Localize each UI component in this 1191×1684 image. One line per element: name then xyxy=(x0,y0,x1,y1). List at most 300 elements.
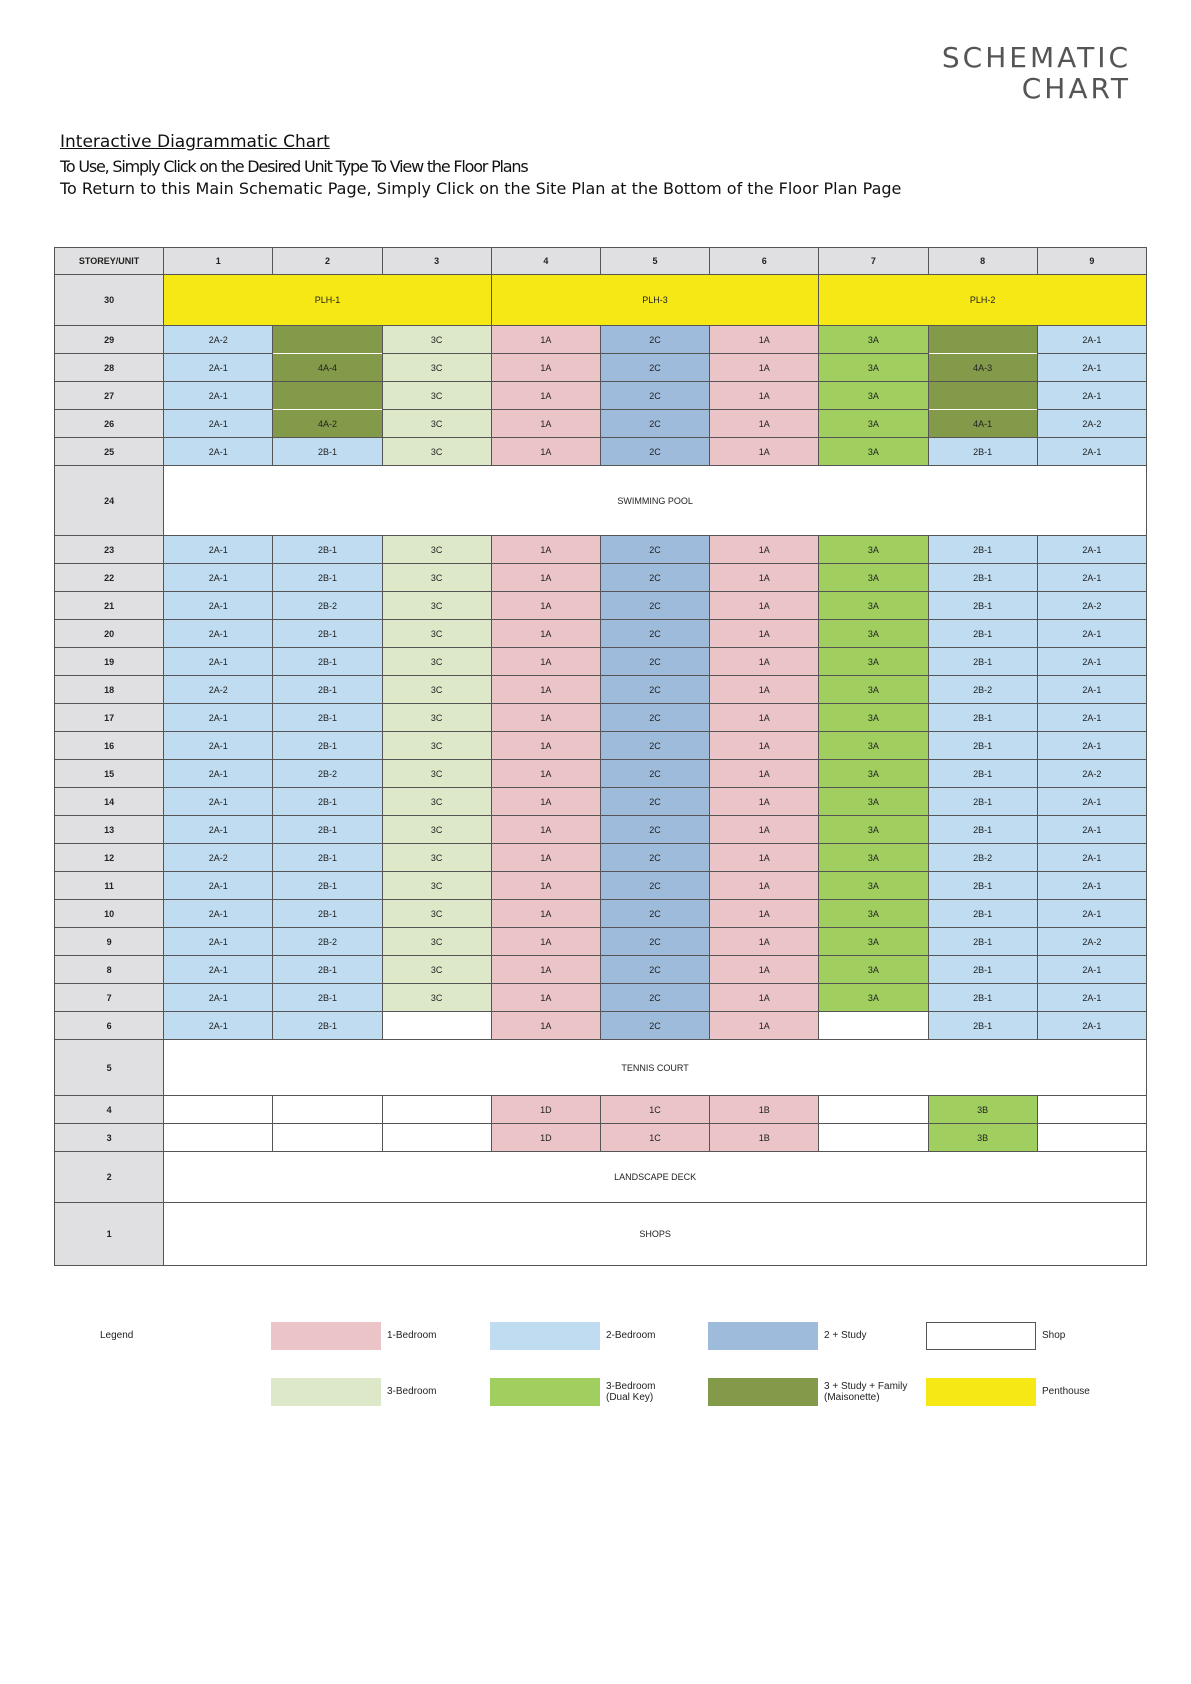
legend-text: Penthouse xyxy=(1042,1386,1090,1397)
unit-cell[interactable]: 3C xyxy=(382,928,491,956)
unit-cell[interactable]: 1A xyxy=(710,704,819,732)
unit-cell[interactable]: 2B-1 xyxy=(273,438,382,466)
unit-cell[interactable]: 2B-1 xyxy=(273,648,382,676)
unit-cell[interactable]: 2B-1 xyxy=(928,592,1037,620)
storey-label: 28 xyxy=(55,354,164,382)
unit-column-header: 8 xyxy=(928,248,1037,275)
unit-cell[interactable]: 1A xyxy=(491,410,600,438)
storey-label: 14 xyxy=(55,788,164,816)
unit-cell[interactable]: 3C xyxy=(382,704,491,732)
legend-text: 1-Bedroom xyxy=(387,1330,437,1341)
unit-cell[interactable]: 2A-1 xyxy=(1037,354,1146,382)
unit-cell[interactable]: 2A-1 xyxy=(164,438,273,466)
storey-label: 22 xyxy=(55,564,164,592)
unit-cell[interactable]: 2B-1 xyxy=(273,564,382,592)
title-line-2: CHART xyxy=(1021,72,1131,105)
empty-cell xyxy=(819,1124,928,1152)
unit-column-header: 5 xyxy=(600,248,709,275)
storey-label: 27 xyxy=(55,382,164,410)
storey-label: 8 xyxy=(55,956,164,984)
storey-label: 26 xyxy=(55,410,164,438)
unit-column-header: 3 xyxy=(382,248,491,275)
unit-cell[interactable]: 3A xyxy=(819,872,928,900)
storey-unit-header: STOREY/UNIT xyxy=(55,248,164,275)
unit-cell[interactable]: 2C xyxy=(600,592,709,620)
unit-cell[interactable]: 1D xyxy=(491,1124,600,1152)
unit-cell[interactable]: 3C xyxy=(382,788,491,816)
unit-cell[interactable]: 3A xyxy=(819,326,928,354)
unit-cell[interactable]: 2A-1 xyxy=(164,788,273,816)
legend-text-main: 3-Bedroom xyxy=(606,1381,656,1392)
unit-cell[interactable]: 3A xyxy=(819,592,928,620)
unit-cell[interactable]: 2A-1 xyxy=(164,536,273,564)
intro-heading: Interactive Diagrammatic Chart xyxy=(60,132,330,152)
unit-cell[interactable]: 1D xyxy=(491,1096,600,1124)
legend-text: 3-Bedroom xyxy=(387,1386,437,1397)
unit-cell[interactable]: 1A xyxy=(710,956,819,984)
unit-cell[interactable]: 1C xyxy=(600,1124,709,1152)
unit-cell-penthouse[interactable]: PLH-2 xyxy=(819,275,1147,326)
unit-cell[interactable]: 3C xyxy=(382,676,491,704)
empty-cell xyxy=(382,1096,491,1124)
unit-cell[interactable]: 2A-1 xyxy=(1037,438,1146,466)
amenity-cell: LANDSCAPE DECK xyxy=(164,1152,1147,1203)
unit-cell[interactable]: 3C xyxy=(382,956,491,984)
unit-cell[interactable]: 2B-1 xyxy=(273,816,382,844)
unit-cell[interactable]: 2C xyxy=(600,382,709,410)
unit-cell[interactable]: 2B-1 xyxy=(928,760,1037,788)
unit-cell[interactable]: 1A xyxy=(710,648,819,676)
unit-cell[interactable]: 3C xyxy=(382,900,491,928)
amenity-cell: TENNIS COURT xyxy=(164,1040,1147,1096)
unit-cell[interactable]: 3C xyxy=(382,438,491,466)
unit-cell[interactable]: 1A xyxy=(710,900,819,928)
unit-cell[interactable]: 3C xyxy=(382,872,491,900)
unit-cell[interactable]: 3C xyxy=(382,732,491,760)
unit-cell[interactable]: 2A-1 xyxy=(1037,326,1146,354)
intro-line-3: To Return to this Main Schematic Page, Simply Click on the Site Plan at the Bottom of the Floor Plan Page xyxy=(60,179,902,198)
unit-cell[interactable]: 2B-1 xyxy=(273,956,382,984)
unit-cell[interactable]: 2B-1 xyxy=(273,872,382,900)
unit-column-header: 2 xyxy=(273,248,382,275)
unit-column-header: 4 xyxy=(491,248,600,275)
legend-swatch xyxy=(926,1378,1036,1406)
unit-cell[interactable]: 1A xyxy=(491,760,600,788)
unit-cell[interactable]: 1A xyxy=(710,676,819,704)
unit-cell[interactable]: 3A xyxy=(819,732,928,760)
unit-cell[interactable]: 2A-1 xyxy=(164,410,273,438)
unit-cell[interactable]: 1A xyxy=(491,564,600,592)
unit-cell[interactable]: 1A xyxy=(710,620,819,648)
unit-cell[interactable]: 2C xyxy=(600,900,709,928)
unit-cell[interactable]: 3A xyxy=(819,410,928,438)
storey-label: 16 xyxy=(55,732,164,760)
schematic-table xyxy=(54,247,1147,1266)
unit-cell[interactable]: 3A xyxy=(819,536,928,564)
empty-cell xyxy=(382,1124,491,1152)
empty-cell xyxy=(164,1124,273,1152)
unit-cell[interactable]: 2B-2 xyxy=(273,760,382,788)
unit-cell[interactable]: 2A-1 xyxy=(1037,648,1146,676)
unit-cell[interactable]: 2A-1 xyxy=(164,382,273,410)
unit-cell[interactable]: 3B xyxy=(928,1096,1037,1124)
unit-cell[interactable]: 2A-1 xyxy=(164,648,273,676)
unit-cell[interactable]: 2A-1 xyxy=(1037,704,1146,732)
unit-cell[interactable]: 3A xyxy=(819,788,928,816)
unit-cell[interactable]: 2A-2 xyxy=(1037,410,1146,438)
unit-cell[interactable]: 3C xyxy=(382,536,491,564)
storey-label: 3 xyxy=(55,1124,164,1152)
unit-cell[interactable]: 2A-1 xyxy=(164,872,273,900)
unit-cell[interactable]: 2C xyxy=(600,536,709,564)
unit-cell-maisonette[interactable] xyxy=(273,326,382,354)
unit-cell[interactable]: 1A xyxy=(491,816,600,844)
legend-swatch xyxy=(271,1378,381,1406)
unit-cell[interactable]: 1A xyxy=(491,844,600,872)
unit-cell-maisonette[interactable]: 4A-4 xyxy=(273,354,382,382)
unit-cell[interactable]: 2B-1 xyxy=(928,704,1037,732)
unit-cell[interactable]: 3C xyxy=(382,984,491,1012)
intro-line-2: To Use, Simply Click on the Desired Unit Type To View the Floor Plans xyxy=(60,157,528,176)
legend-text xyxy=(606,1381,655,1403)
unit-cell[interactable]: 2A-1 xyxy=(164,900,273,928)
unit-cell[interactable]: 1A xyxy=(491,382,600,410)
unit-cell[interactable]: 1A xyxy=(710,872,819,900)
unit-cell[interactable]: 2A-1 xyxy=(1037,676,1146,704)
unit-cell[interactable]: 1A xyxy=(491,536,600,564)
unit-cell[interactable]: 2A-1 xyxy=(1037,900,1146,928)
unit-cell[interactable]: 3A xyxy=(819,676,928,704)
unit-cell[interactable]: 2A-1 xyxy=(164,704,273,732)
unit-cell[interactable]: 2B-1 xyxy=(928,1012,1037,1040)
unit-cell[interactable]: 3A xyxy=(819,648,928,676)
unit-cell[interactable]: 2B-1 xyxy=(928,788,1037,816)
storey-label: 6 xyxy=(55,1012,164,1040)
empty-cell xyxy=(1037,1124,1146,1152)
empty-cell xyxy=(1037,1096,1146,1124)
legend-text-sub: (Maisonette) xyxy=(824,1392,880,1403)
unit-cell[interactable]: 2B-1 xyxy=(273,788,382,816)
storey-label: 12 xyxy=(55,844,164,872)
unit-cell[interactable]: 2C xyxy=(600,354,709,382)
unit-cell[interactable]: 3C xyxy=(382,620,491,648)
unit-cell[interactable]: 3A xyxy=(819,354,928,382)
unit-cell[interactable]: 3C xyxy=(382,564,491,592)
storey-label: 19 xyxy=(55,648,164,676)
storey-label: 23 xyxy=(55,536,164,564)
unit-cell[interactable]: 2A-2 xyxy=(164,676,273,704)
unit-cell[interactable]: 2B-1 xyxy=(273,1012,382,1040)
legend-swatch xyxy=(490,1378,600,1406)
unit-cell[interactable]: 3C xyxy=(382,410,491,438)
unit-cell[interactable]: 2A-1 xyxy=(164,354,273,382)
storey-label: 4 xyxy=(55,1096,164,1124)
unit-cell[interactable]: 2A-1 xyxy=(1037,382,1146,410)
unit-cell-penthouse[interactable]: PLH-1 xyxy=(164,275,492,326)
legend-text: 2 + Study xyxy=(824,1330,867,1341)
storey-label: 29 xyxy=(55,326,164,354)
unit-cell[interactable]: 2A-1 xyxy=(1037,732,1146,760)
unit-cell[interactable]: 3A xyxy=(819,844,928,872)
empty-cell xyxy=(273,1096,382,1124)
unit-cell-maisonette[interactable]: 4A-3 xyxy=(928,354,1037,382)
unit-column-header: 9 xyxy=(1037,248,1146,275)
legend-swatch xyxy=(708,1378,818,1406)
unit-cell[interactable]: 2B-1 xyxy=(273,536,382,564)
unit-cell[interactable]: 3C xyxy=(382,326,491,354)
unit-cell[interactable]: 2A-1 xyxy=(1037,844,1146,872)
unit-cell[interactable]: 3A xyxy=(819,956,928,984)
legend-text: Shop xyxy=(1042,1330,1066,1341)
unit-cell[interactable]: 3B xyxy=(928,1124,1037,1152)
unit-cell[interactable]: 1A xyxy=(710,592,819,620)
unit-cell[interactable]: 2C xyxy=(600,676,709,704)
legend-text xyxy=(824,1381,907,1403)
unit-cell[interactable]: 2C xyxy=(600,1012,709,1040)
unit-cell[interactable]: 2A-2 xyxy=(164,326,273,354)
unit-cell[interactable]: 2B-1 xyxy=(273,676,382,704)
unit-cell[interactable]: 2A-1 xyxy=(1037,620,1146,648)
empty-cell xyxy=(819,1012,928,1040)
unit-cell[interactable]: 3A xyxy=(819,928,928,956)
unit-cell[interactable]: 2C xyxy=(600,760,709,788)
unit-cell[interactable]: 2A-1 xyxy=(164,816,273,844)
unit-cell[interactable]: 1A xyxy=(710,382,819,410)
unit-cell[interactable]: 2A-1 xyxy=(1037,984,1146,1012)
storey-label: 7 xyxy=(55,984,164,1012)
empty-cell xyxy=(273,1124,382,1152)
unit-cell[interactable]: 2B-1 xyxy=(928,438,1037,466)
unit-cell-maisonette[interactable]: 4A-1 xyxy=(928,410,1037,438)
legend-text-sub: (Dual Key) xyxy=(606,1392,654,1403)
storey-label: 11 xyxy=(55,872,164,900)
unit-cell[interactable]: 1A xyxy=(710,536,819,564)
unit-cell[interactable]: 2A-1 xyxy=(1037,872,1146,900)
unit-cell[interactable]: 2C xyxy=(600,816,709,844)
unit-cell[interactable]: 1B xyxy=(710,1096,819,1124)
storey-label: 21 xyxy=(55,592,164,620)
unit-cell[interactable]: 2B-1 xyxy=(273,984,382,1012)
unit-cell[interactable]: 2A-1 xyxy=(1037,564,1146,592)
unit-cell[interactable]: 2B-1 xyxy=(928,900,1037,928)
unit-cell[interactable]: 2A-1 xyxy=(1037,1012,1146,1040)
unit-cell[interactable]: 2C xyxy=(600,620,709,648)
storey-label: 24 xyxy=(55,466,164,536)
storey-label: 25 xyxy=(55,438,164,466)
unit-cell[interactable]: 1A xyxy=(710,984,819,1012)
unit-cell[interactable]: 2A-2 xyxy=(1037,760,1146,788)
unit-cell[interactable]: 1A xyxy=(491,956,600,984)
unit-cell[interactable]: 3C xyxy=(382,592,491,620)
unit-cell[interactable]: 1A xyxy=(710,816,819,844)
unit-cell[interactable]: 3A xyxy=(819,900,928,928)
unit-cell[interactable]: 3C xyxy=(382,648,491,676)
unit-cell[interactable]: 1A xyxy=(491,732,600,760)
unit-cell[interactable]: 1A xyxy=(491,620,600,648)
storey-label: 17 xyxy=(55,704,164,732)
unit-cell[interactable]: 2A-1 xyxy=(164,620,273,648)
unit-cell[interactable]: 2C xyxy=(600,564,709,592)
unit-cell[interactable]: 2C xyxy=(600,704,709,732)
unit-cell[interactable]: 2B-1 xyxy=(928,984,1037,1012)
unit-cell[interactable]: 2B-1 xyxy=(928,648,1037,676)
unit-cell[interactable]: 2A-1 xyxy=(164,760,273,788)
unit-cell[interactable]: 2A-1 xyxy=(1037,956,1146,984)
unit-cell[interactable]: 1A xyxy=(710,1012,819,1040)
unit-cell[interactable]: 3A xyxy=(819,816,928,844)
unit-cell[interactable]: 2C xyxy=(600,788,709,816)
legend-swatch xyxy=(708,1322,818,1350)
storey-label: 2 xyxy=(55,1152,164,1203)
unit-cell[interactable]: 2C xyxy=(600,872,709,900)
storey-label: 30 xyxy=(55,275,164,326)
unit-cell[interactable]: 2B-1 xyxy=(273,704,382,732)
unit-cell[interactable]: 2A-1 xyxy=(1037,536,1146,564)
legend-text-main: 3 + Study + Family xyxy=(824,1381,908,1392)
unit-cell[interactable]: 1A xyxy=(491,354,600,382)
unit-cell[interactable]: 2B-1 xyxy=(273,620,382,648)
unit-cell[interactable]: 1A xyxy=(710,438,819,466)
unit-cell[interactable]: 2B-1 xyxy=(928,956,1037,984)
unit-column-header: 1 xyxy=(164,248,273,275)
unit-cell[interactable]: 2A-1 xyxy=(164,1012,273,1040)
unit-cell[interactable]: 2A-1 xyxy=(164,928,273,956)
unit-cell[interactable]: 2B-2 xyxy=(273,592,382,620)
amenity-cell: SWIMMING POOL xyxy=(164,466,1147,536)
unit-cell[interactable]: 1A xyxy=(710,564,819,592)
unit-cell[interactable]: 1A xyxy=(491,1012,600,1040)
page-title xyxy=(942,42,1131,104)
unit-cell[interactable]: 1A xyxy=(491,326,600,354)
unit-cell[interactable]: 1A xyxy=(491,872,600,900)
unit-cell[interactable]: 2A-2 xyxy=(164,844,273,872)
unit-cell[interactable]: 3C xyxy=(382,844,491,872)
storey-label: 20 xyxy=(55,620,164,648)
empty-cell xyxy=(382,1012,491,1040)
unit-cell[interactable]: 2B-1 xyxy=(928,928,1037,956)
intro-text xyxy=(60,132,901,198)
unit-cell[interactable]: 2B-2 xyxy=(273,928,382,956)
legend-text: 2-Bedroom xyxy=(606,1330,656,1341)
unit-cell-maisonette[interactable] xyxy=(928,382,1037,410)
unit-cell-maisonette[interactable] xyxy=(928,326,1037,354)
storey-label: 18 xyxy=(55,676,164,704)
unit-cell[interactable]: 2B-1 xyxy=(928,564,1037,592)
unit-cell[interactable]: 3A xyxy=(819,704,928,732)
unit-cell[interactable]: 2C xyxy=(600,984,709,1012)
unit-cell[interactable]: 2B-1 xyxy=(928,816,1037,844)
legend-swatch xyxy=(271,1322,381,1350)
title-line-1: SCHEMATIC xyxy=(941,41,1131,74)
unit-cell-maisonette[interactable]: 4A-2 xyxy=(273,410,382,438)
unit-cell-maisonette[interactable] xyxy=(273,382,382,410)
unit-cell[interactable]: 2C xyxy=(600,844,709,872)
unit-cell[interactable]: 1A xyxy=(710,732,819,760)
unit-cell[interactable]: 1A xyxy=(710,354,819,382)
storey-label: 9 xyxy=(55,928,164,956)
unit-cell[interactable]: 1A xyxy=(710,928,819,956)
unit-cell[interactable]: 2B-2 xyxy=(928,844,1037,872)
unit-cell[interactable]: 2C xyxy=(600,648,709,676)
unit-cell[interactable]: 2A-1 xyxy=(164,956,273,984)
unit-cell-penthouse[interactable]: PLH-3 xyxy=(491,275,819,326)
storey-label: 10 xyxy=(55,900,164,928)
unit-cell[interactable]: 2A-1 xyxy=(1037,788,1146,816)
unit-cell[interactable]: 1A xyxy=(710,844,819,872)
unit-cell[interactable]: 1B xyxy=(710,1124,819,1152)
unit-cell[interactable]: 2A-1 xyxy=(164,984,273,1012)
unit-cell[interactable]: 3A xyxy=(819,760,928,788)
unit-cell[interactable]: 3C xyxy=(382,354,491,382)
unit-cell[interactable]: 2B-1 xyxy=(273,844,382,872)
unit-cell[interactable]: 1A xyxy=(491,788,600,816)
amenity-cell: SHOPS xyxy=(164,1203,1147,1266)
unit-cell[interactable]: 3C xyxy=(382,382,491,410)
unit-cell[interactable]: 2B-1 xyxy=(928,872,1037,900)
unit-cell[interactable]: 2C xyxy=(600,732,709,760)
unit-cell[interactable]: 3C xyxy=(382,816,491,844)
unit-cell[interactable]: 2A-1 xyxy=(164,564,273,592)
storey-label: 1 xyxy=(55,1203,164,1266)
unit-cell[interactable]: 1A xyxy=(710,410,819,438)
unit-cell[interactable]: 3A xyxy=(819,984,928,1012)
unit-cell[interactable]: 2B-2 xyxy=(928,676,1037,704)
unit-cell[interactable]: 2B-1 xyxy=(928,536,1037,564)
unit-cell[interactable]: 1A xyxy=(491,704,600,732)
legend-swatch xyxy=(926,1322,1036,1350)
unit-cell[interactable]: 3A xyxy=(819,564,928,592)
unit-cell[interactable]: 3A xyxy=(819,438,928,466)
unit-cell[interactable]: 1C xyxy=(600,1096,709,1124)
unit-cell[interactable]: 2A-1 xyxy=(1037,816,1146,844)
legend-swatch xyxy=(490,1322,600,1350)
unit-cell[interactable]: 3A xyxy=(819,620,928,648)
unit-cell[interactable]: 1A xyxy=(491,592,600,620)
storey-label: 15 xyxy=(55,760,164,788)
empty-cell xyxy=(819,1096,928,1124)
legend-label: Legend xyxy=(100,1330,134,1341)
unit-cell[interactable]: 2A-2 xyxy=(1037,592,1146,620)
unit-cell[interactable]: 2C xyxy=(600,956,709,984)
storey-label: 5 xyxy=(55,1040,164,1096)
unit-cell[interactable]: 3C xyxy=(382,760,491,788)
unit-cell[interactable]: 1A xyxy=(710,760,819,788)
unit-cell[interactable]: 2B-1 xyxy=(928,732,1037,760)
unit-cell[interactable]: 1A xyxy=(710,788,819,816)
unit-cell[interactable]: 1A xyxy=(710,326,819,354)
unit-cell[interactable]: 1A xyxy=(491,676,600,704)
unit-cell[interactable]: 2B-1 xyxy=(273,732,382,760)
unit-cell[interactable]: 1A xyxy=(491,648,600,676)
unit-cell[interactable]: 2C xyxy=(600,438,709,466)
unit-cell[interactable]: 2C xyxy=(600,928,709,956)
unit-cell[interactable]: 2C xyxy=(600,410,709,438)
storey-label: 13 xyxy=(55,816,164,844)
unit-cell[interactable]: 1A xyxy=(491,438,600,466)
unit-cell[interactable]: 1A xyxy=(491,984,600,1012)
unit-cell[interactable]: 2B-1 xyxy=(928,620,1037,648)
unit-column-header: 6 xyxy=(710,248,819,275)
unit-cell[interactable]: 1A xyxy=(491,928,600,956)
unit-cell[interactable]: 1A xyxy=(491,900,600,928)
empty-cell xyxy=(164,1096,273,1124)
unit-cell[interactable]: 2C xyxy=(600,326,709,354)
unit-cell[interactable]: 2A-1 xyxy=(164,592,273,620)
unit-cell[interactable]: 2A-2 xyxy=(1037,928,1146,956)
unit-cell[interactable]: 3A xyxy=(819,382,928,410)
unit-cell[interactable]: 2B-1 xyxy=(273,900,382,928)
unit-cell[interactable]: 2A-1 xyxy=(164,732,273,760)
